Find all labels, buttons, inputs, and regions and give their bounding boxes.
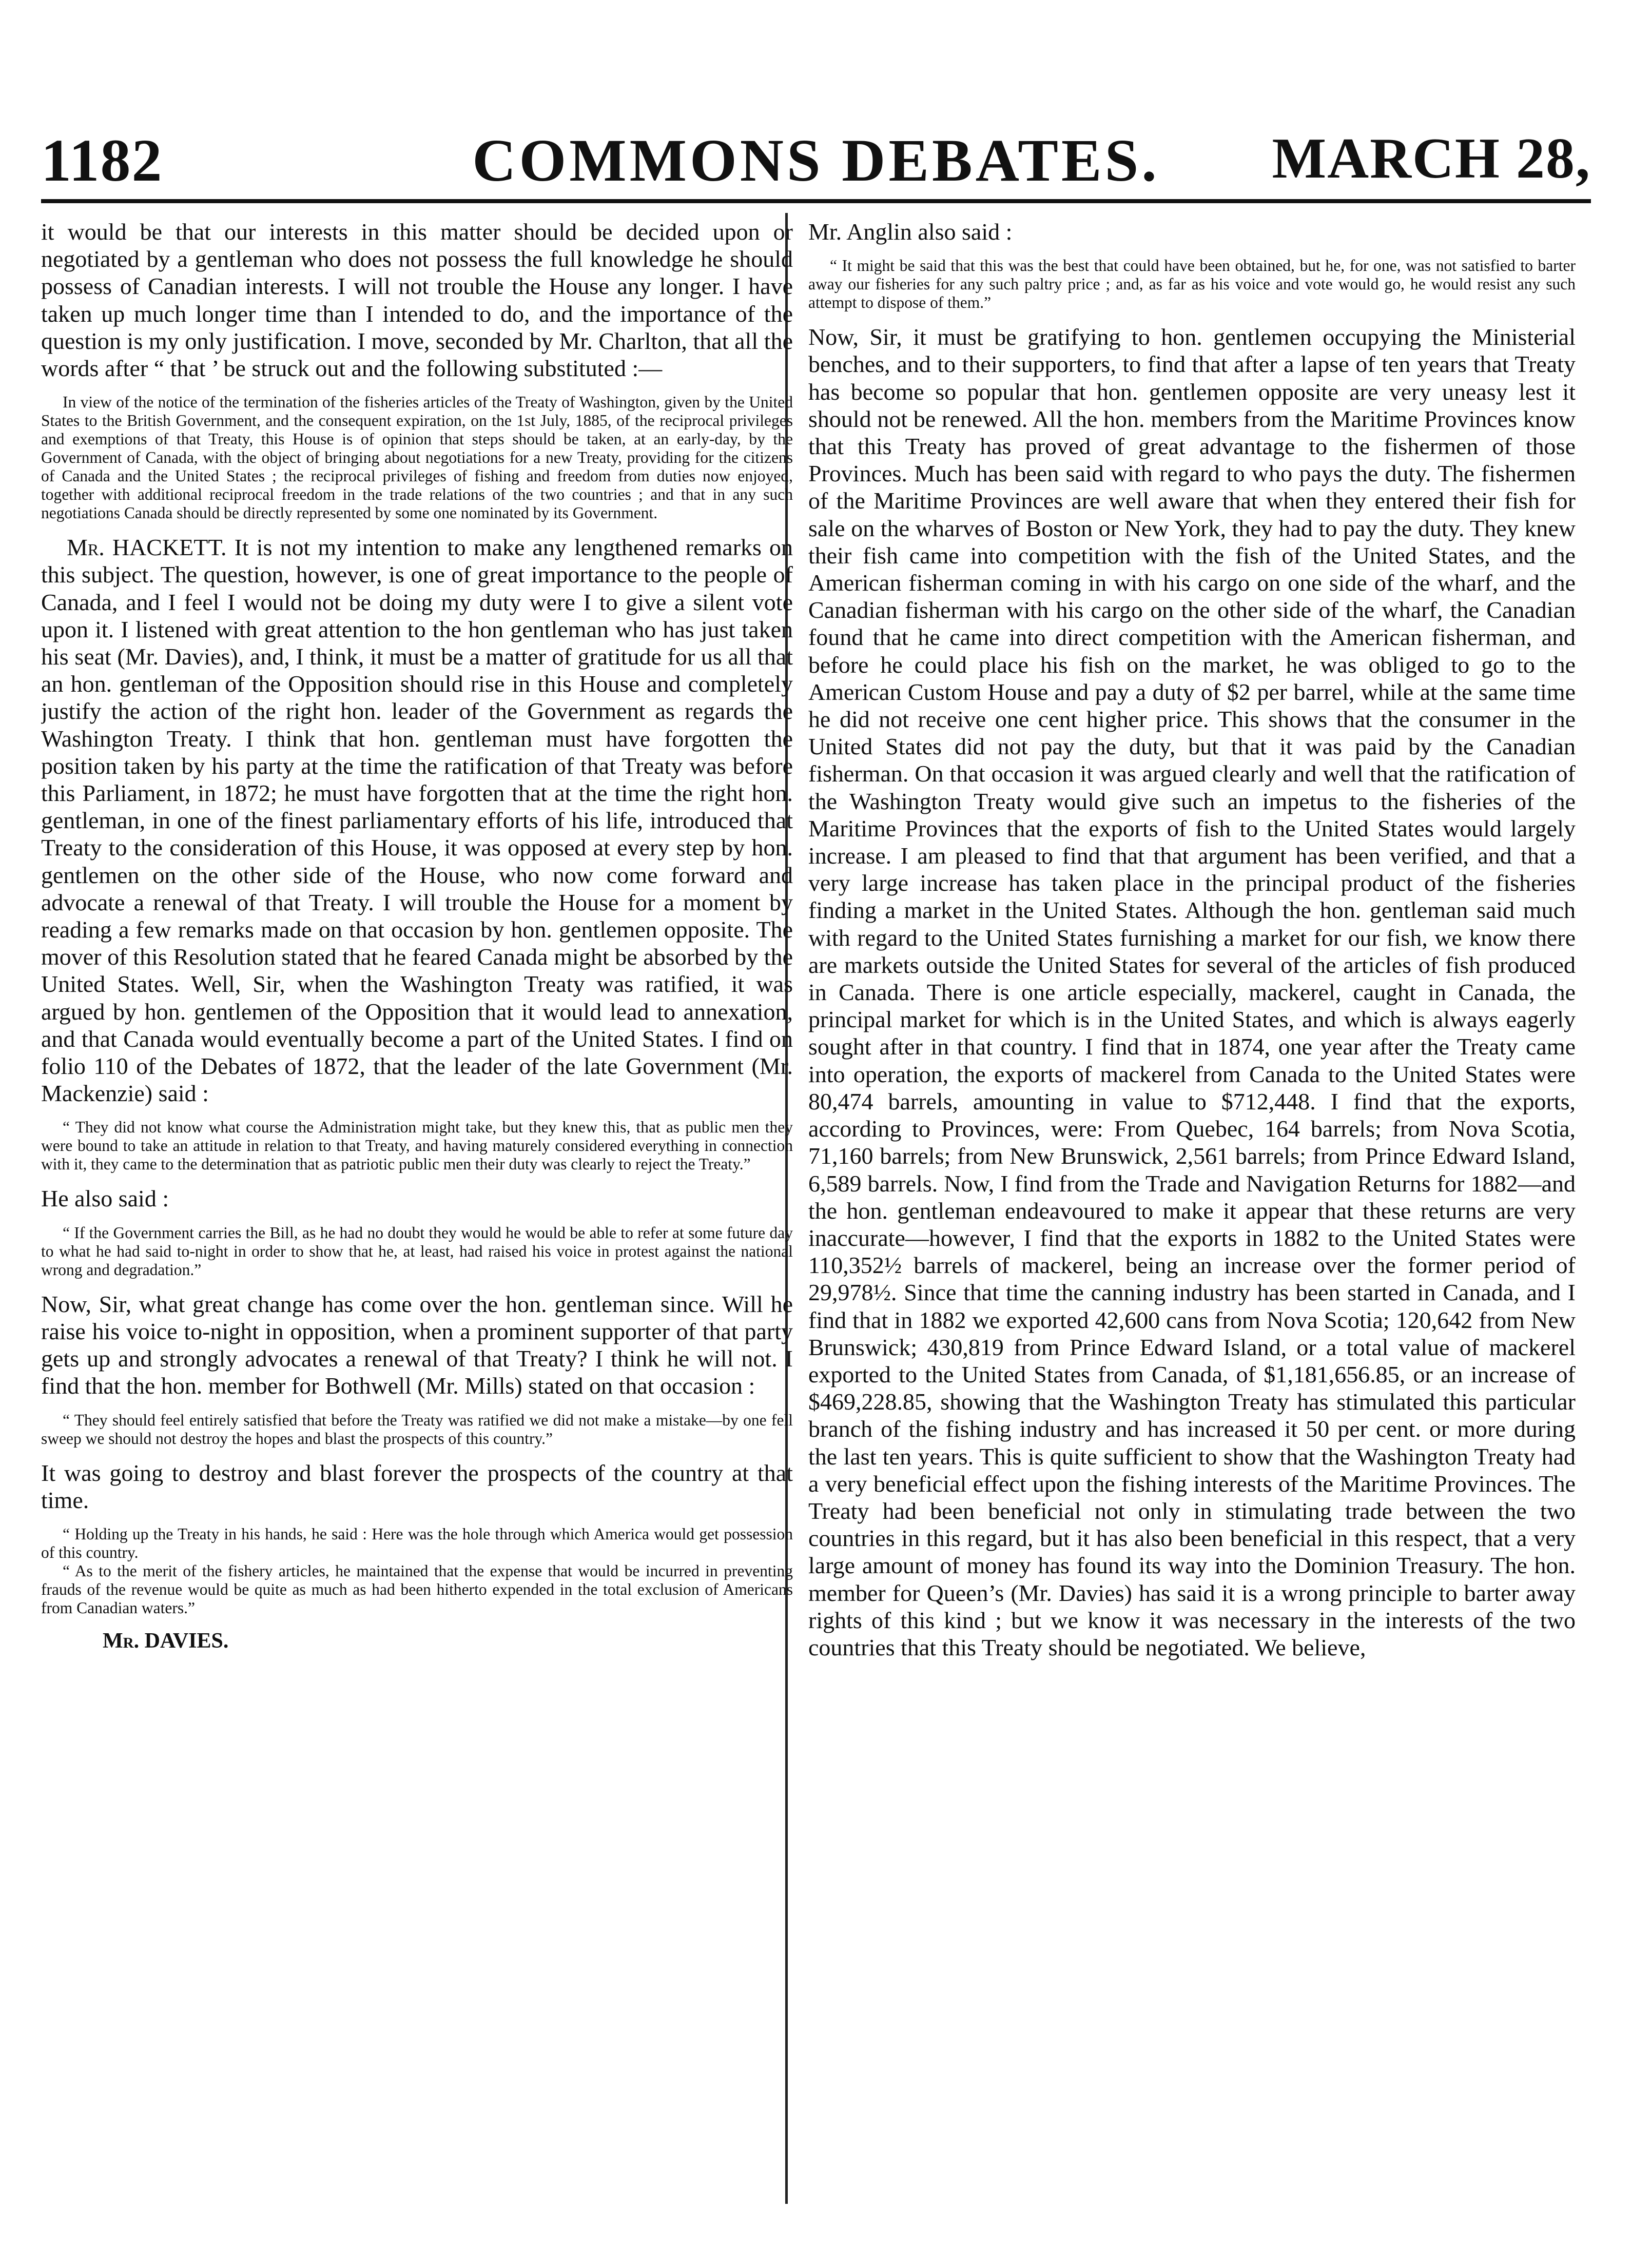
running-title: COMMONS DEBATES. — [472, 127, 1160, 194]
paragraph: Now, Sir, what great change has come over the hon. gentleman since. Will he raise his voice to-night in opposition, when a prominent supporter of that party gets up and strongly advocates a renewal of that Treaty? I think he will not. I find that the hon. member for Bothwell (Mr. Mills) stated on that occasion : — [41, 1291, 793, 1399]
footer-signature: Mr. DAVIES. — [103, 1629, 229, 1653]
paragraph: it would be that our interests in this matter should be decided upon or negotiated by a gentleman who does not possess the full knowledge he should possess of Canadian interests. I will not trouble the House any longer. I have taken up much longer time than I intended to do, and the importance of the question is my only justification. I move, seconded by Mr. Charlton, that all the words after “ that ’ be struck out and the following substituted :— — [41, 219, 793, 382]
paragraph: Now, Sir, it must be gratifying to hon. gentlemen occupying the Ministerial benches, and to their supporters, to find that after a lapse of ten years that Treaty has become so popular that hon. gentlemen opposite are very uneasy lest it should not be renewed. All the hon. members from the Maritime Provinces know that this Treaty has proved of great advantage to the fishermen of those Provinces. Much has been said with regard to who pays the duty. The fishermen of the Maritime Provinces are well aware that when they entered their fish for sale on the wharves of Boston or New York, they had to pay the duty. They knew their fish came into competition with the fish of the United States, and the American fisherman coming in with his cargo on one side of the wharf, and the Canadian fisherman with his cargo on the other side of the wharf, the Canadian found that he came into direct competition with the American fisherman, and before he could place his fish on the market, he was obliged to go to the American Custom House and pay a duty of $2 per barrel, while at the same time he did not receive one cent higher price. This shows that the consumer in the United States did not pay the duty, but that it was paid by the Canadian fisherman. On that occasion it was argued clearly and well that the ratification of the Washington Treaty would give such an impetus to the fisheries of the Maritime Provinces that the exports of fish to the United States would largely increase. I am pleased to find that that argument has been verified, and that a very large increase has taken place in the principal product of the fisheries finding a market in the United States. Although the hon. gentleman said much with regard to the United States furnishing a market for our fish, we know there are markets outside the United States for several of the articles of fish produced in Canada. There is one article especially, mackerel, caught in Canada, the principal market for which is in the United States, and which is always eagerly sought after in that country. I find that in 1874, one year after the Treaty came into operation, the exports of mackerel from Canada to the United States were 80,474 barrels, amounting in value to $712,448. I find that the exports, according to Provinces, were: From Quebec, 164 barrels; from Nova Scotia, 71,160 barrels; from New Brunswick, 2,561 barrels; from Prince Edward Island, 6,589 barrels. Now, I find from the Trade and Navigation Returns for 1882—and the hon. gentleman endeavoured to make it appear that these returns are very inaccurate—however, I find that the exports in 1882 to the United States were 110,352½ barrels of mackerel, being an increase over the former period of 29,978½. Since that time the canning industry has been started in Canada, and I find that in 1882 we exported 42,600 cans from Nova Scotia; 120,642 from New Brunswick; 430,819 from Prince Edward Island, or a total value of mackerel exported to the United States from Canada, of $1,181,656.85, or an increase of $469,228.85, showing that the Washington Treaty has stimulated this particular branch of the fishing industry and has increased it 50 per cent. or more during the last ten years. This is quite sufficient to show that the Washington Treaty had a very beneficial effect upon the fishing interests of the Maritime Provinces. The Treaty had been beneficial not only in stimulating trade between the two countries in this regard, but it has also been beneficial in this respect, that a very large amount of money has found its way into the Dominion Treasury. The hon. member for Queen’s (Mr. Davies) has said it is a wrong principle to barter away rights of this kind ; but we know it was necessary in the interests of the two countries that this Treaty should be negotiated. We believe, — [808, 324, 1576, 1660]
block-quote: “ It might be said that this was the best that could have been obtained, but he, for one, was not satisfied to barter away our fisheries for any such paltry price ; and, as far as his voice and vote would go, he would resist any such attempt to dispose of them.” — [808, 257, 1576, 312]
page-date: MARCH 28, — [1272, 127, 1591, 190]
quoted-motion: In view of the notice of the termination of the fisheries articles of the Treaty of Washington, given by the United States to the British Government, and the consequent expiration, on the 1st July, 1885, of the reciprocal privileges and exemptions of that Treaty, this House is of opinion that steps should be taken, at an early-day, by the Government of Canada, with the object of bringing about negotiations for a new Treaty, providing for the citizens of Canada and the United States ; the reciprocal privileges of fishing and freedom from duties now enjoyed, together with additional reciprocal freedom in the trade relations of the two countries ; and that in any such negotiations Canada should be directly represented by some one nominated by its Government. — [41, 393, 793, 522]
block-quote: “ If the Government carries the Bill, as he had no doubt they would he would be able to refer at some future day to what he had said to-night in order to show that he, at least, had raised his voice in protest against the national wrong and degradation.” — [41, 1223, 793, 1279]
paragraph — [41, 534, 793, 1107]
right-column — [808, 218, 1576, 2199]
paragraph: He also said : — [41, 1185, 169, 1212]
block-quote: “ Holding up the Treaty in his hands, he said : Here was the hole through which America would get possession of this country. — [41, 1524, 793, 1561]
speech-text: It is not my intention to make any lengthened remarks on this subject. The question, however, is one of great importance to the people of Canada, and I feel I would not be doing my duty were I to give a silent vote upon it. I listened with great attention to the hon gentleman who has just taken his seat (Mr. Davies), and, I think, it must be a matter of gratitude for us all that an hon. gentleman of the Opposition should rise in this House and completely justify the action of the right hon. leader of the Government as regards the Washington Treaty. I think that hon. gentleman must have forgotten the position taken by his party at the time the ratification of that Treaty was before this Parliament, in 1872; he must have forgotten that at the time the right hon. gentleman, in one of the finest parliamentary efforts of his life, introduced that Treaty to the consideration of this House, it was opposed at every step by hon. gentlemen on the other side of the House, who now come forward and advocate a renewal of that Treaty. I will trouble the House for a moment by reading a few remarks made on that occasion by hon. gentlemen opposite. The mover of this Resolution stated that he feared Canada might be absorbed by the United States. Well, Sir, when the Washington Treaty was ratified, it was argued by hon. gentlemen of the Opposition that it would lead to annexation, and that Canada would eventually become a part of the United States. I find on folio 110 of the Debates of 1872, that the leader of the late Government (Mr. Mackenzie) said : — [41, 534, 793, 1107]
speaker-name: Mr. HACKETT. — [67, 534, 227, 561]
block-quote: “ As to the merit of the fishery articles, he maintained that the expense that would be incurred in preventing frauds of the revenue would be quite as much as had been hitherto expended in the total exclusion of Americans from Canadian waters.” — [41, 1561, 793, 1617]
block-quote: “ They did not know what course the Administration might take, but they knew this, that as public men they were bound to take an attitude in relation to that Treaty, and having maturely considered everything in connection with it, they came to the determination that as patriotic public men their duty was clearly to reject the Treaty.” — [41, 1118, 793, 1174]
page-number: 1182 — [41, 127, 163, 194]
left-column — [41, 218, 793, 2199]
page-header — [41, 126, 1591, 192]
paragraph: Mr. Anglin also said : — [808, 219, 1013, 245]
header-rule — [41, 199, 1591, 203]
block-quote: “ They should feel entirely satisfied that before the Treaty was ratified we did not make a mistake—by one fell sweep we should not destroy the hopes and blast the prospects of this country.” — [41, 1411, 793, 1448]
paragraph: It was going to destroy and blast forever the prospects of the country at that time. — [41, 1459, 793, 1513]
